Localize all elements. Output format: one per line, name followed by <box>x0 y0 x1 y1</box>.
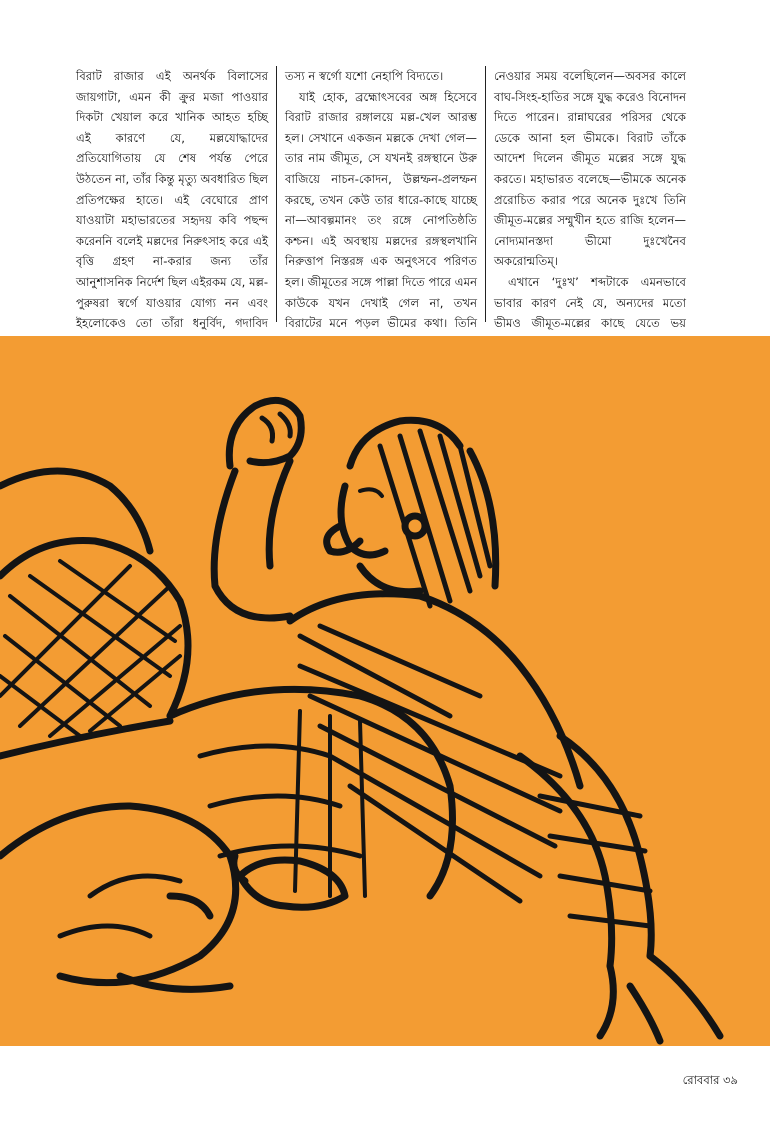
article-text <box>76 66 686 331</box>
paragraph: বিরাট রাজার এই অনর্থক বিলাসের জায়গাটা, এমন কী ক্রুর মজা পাওয়ার দিকটা খেয়াল করে খানিক আহত হচ্ছি এই কারণে যে, মল্লযোদ্ধাদের প্রতিযোগিতায় যে শেষ পর্যন্ত পেরে উঠতেন না, তাঁর কিন্তু মৃত্যু অবধারিত ছিল প্রতিপক্ষের হাতে। এই বেঘোরে প্রাণ যাওয়াটা মহাভারতের সহৃদয় কবি পছন্দ করেননি বলেই মল্লদের নিরুৎসাহ করে এই বৃত্তি গ্রহণ না-করার জন্য তাঁর আনুশাসনিক নির্দেশ ছিল এইরকম যে, মল্ল-পুরুষরা স্বর্গে যাওয়ার যোগ্য নন এবং ইহলোকেও তো তাঁরা ধনুর্বিদ, গদাবিদ <box>76 69 268 331</box>
page-folio: রোববার ৩৯ <box>682 1073 738 1087</box>
paragraph: তস্য ন স্বর্গো যশো নেহাপি বিদ্যতে। <box>285 69 444 83</box>
column-3 <box>485 66 686 331</box>
paragraph: নেওয়ার সময় বলেছিলেন—অবসর কালে বাঘ-সিংহ-হাতির সঙ্গে যুদ্ধ করেও বিনোদন দিতে পারেন। রান্নাঘরের পরিসর থেকে ডেকে আনা হল ভীমকে। বিরাট তাঁকে আদেশ দিলেন জীমূত মল্লের সঙ্গে যুদ্ধ করতে। মহাভারত বলেছে—ভীমকে অনেক প্ররোচিত করার পরে অনেক দুঃখে তিনি জীমূত-মল্লের সম্মুখীন হতে রাজি হলেন—নোদ্যমানস্তদা ভীমো দুঃখেনৈব অকরোন্মতিম্। <box>494 69 686 269</box>
paragraph: এখানে ‘দুঃখ’ শব্দটাকে এমনভাবে ভাবার কারণ নেই যে, অন্যদের মতো ভীমও জীমূত-মল্লের কাছে যেতে ভয় <box>494 274 686 331</box>
wrestler-illustration <box>0 336 770 1046</box>
column-2 <box>276 66 485 331</box>
column-1 <box>76 66 276 331</box>
wrestler-drawing <box>0 336 770 1046</box>
paragraph: যাই হোক, ব্রহ্মোৎসবের অঙ্গ হিসেবে বিরাট রাজার রঙ্গালয়ে মল্ল-খেল আরম্ভ হল। সেখানে একজন মল্লকে দেখা গেল—তার নাম জীমূত, সে যখনই রঙ্গস্থানে উরু বাজিয়ে নাচন-কোদন, উল্লম্ফন-প্রলম্ফন করছে, তখন কেউ তার ধারে-কাছে যাচ্ছে না—আবল্গমানং তং রঙ্গে নোপতিষ্ঠতি কশ্চন। এই অবস্থায় মল্লদের রঙ্গস্থলখানি নিরুত্তাপ নিস্তরঙ্গ এক অনুৎসবে পরিণত হল। জীমূতের সঙ্গে পাল্লা দিতে পারে এমন কাউকে যখন দেখাই গেল না, তখন বিরাটের মনে পড়ল ভীমের কথা। তিনি <box>285 89 477 331</box>
